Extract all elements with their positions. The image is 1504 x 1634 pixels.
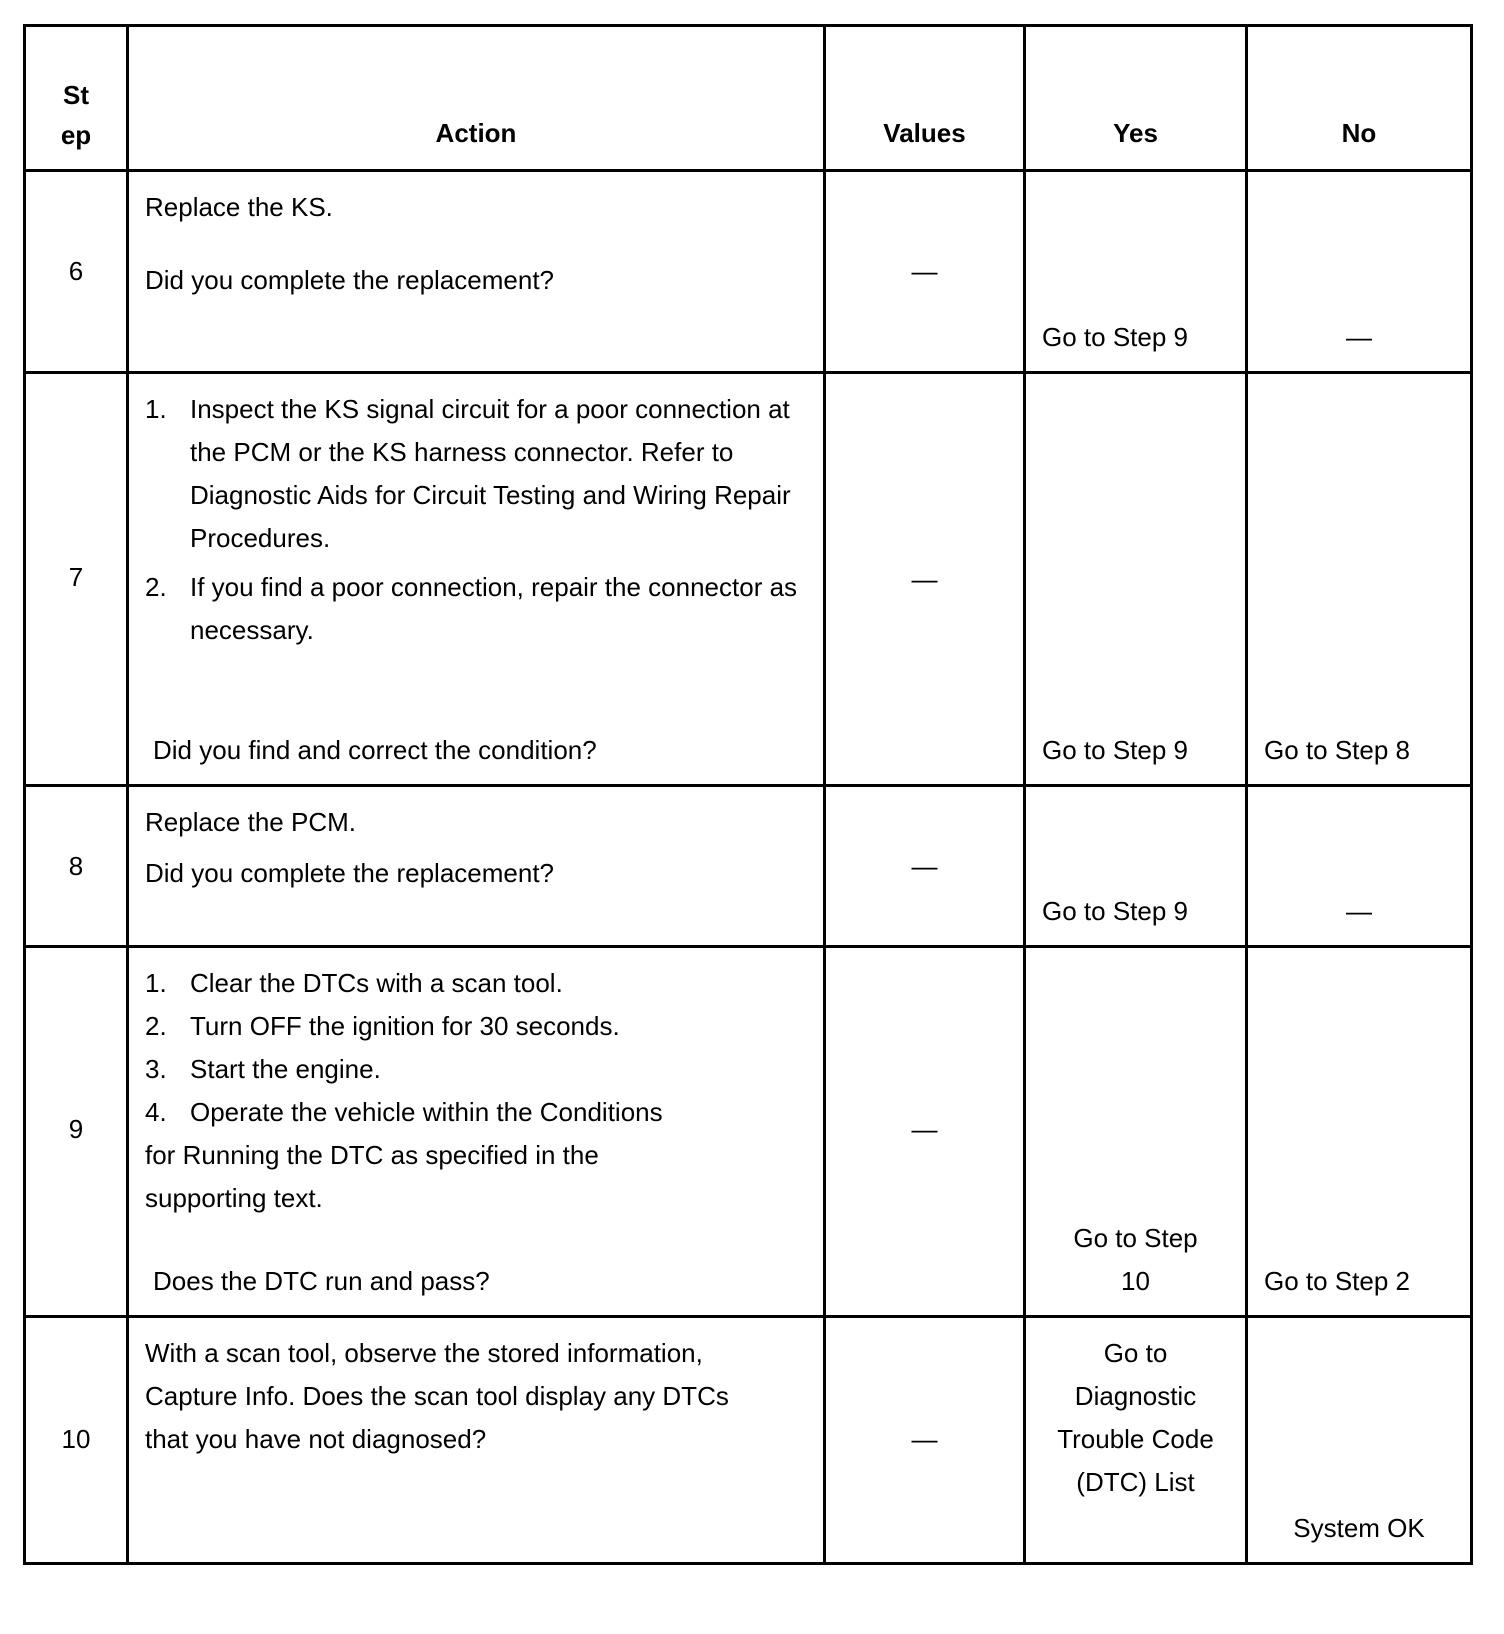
step-cell — [25, 1317, 128, 1564]
yes-cell — [1025, 171, 1247, 373]
action-question: Did you complete the replacement? — [145, 858, 555, 888]
step-number: 8 — [68, 851, 84, 881]
header-no — [1247, 26, 1472, 171]
action-text: Replace the PCM. — [145, 807, 356, 837]
values-cell — [825, 1317, 1025, 1564]
no-cell — [1247, 171, 1472, 373]
yes-text: Go to Step 9 — [1042, 896, 1188, 926]
header-yes-label: Yes — [1113, 118, 1158, 148]
header-step — [25, 26, 128, 171]
list-item — [145, 1005, 805, 1048]
header-action — [128, 26, 825, 171]
list-item-text: Turn OFF the ignition for 30 seconds. — [190, 1011, 620, 1041]
table-row — [25, 171, 1472, 373]
step-number: 7 — [68, 562, 84, 592]
values-cell — [825, 373, 1025, 786]
yes-cell — [1025, 1317, 1247, 1564]
values-text: — — [911, 851, 938, 881]
action-cell — [128, 1317, 825, 1564]
list-item-number: 1. — [145, 968, 167, 998]
list-item-number: 3. — [145, 1054, 167, 1084]
yes-text: Go to Step 9 — [1042, 322, 1188, 352]
yes-text: Go to Diagnostic Trouble Code (DTC) List — [1057, 1338, 1214, 1497]
action-text: With a scan tool, observe the stored information, Capture Info. Does the scan tool display any DTCs that you have not diagnosed? — [145, 1338, 729, 1454]
table-row — [25, 1317, 1472, 1564]
yes-text: Go to Step 10 — [1073, 1223, 1198, 1296]
list-item-number: 1. — [145, 394, 167, 424]
values-cell — [825, 947, 1025, 1317]
no-cell — [1247, 786, 1472, 947]
step-cell — [25, 373, 128, 786]
values-cell — [825, 171, 1025, 373]
list-item — [145, 1091, 805, 1134]
step-cell — [25, 171, 128, 373]
header-no-label: No — [1341, 118, 1377, 148]
values-text: — — [911, 564, 938, 594]
no-text: Go to Step 2 — [1264, 1266, 1410, 1296]
table-row — [25, 373, 1472, 786]
action-cell — [128, 947, 825, 1317]
yes-text: Go to Step 9 — [1042, 735, 1188, 765]
yes-cell — [1025, 373, 1247, 786]
list-item-text: Start the engine. — [190, 1054, 381, 1084]
no-text: — — [1346, 896, 1372, 926]
action-cell — [128, 171, 825, 373]
table-row — [25, 947, 1472, 1317]
list-item-number: 4. — [145, 1097, 167, 1127]
no-cell — [1247, 947, 1472, 1317]
header-row — [25, 26, 1472, 171]
action-cell — [128, 786, 825, 947]
list-item — [145, 962, 805, 1005]
step-number: 10 — [61, 1424, 91, 1454]
table-row — [25, 786, 1472, 947]
step-number: 6 — [68, 256, 84, 286]
no-cell — [1247, 1317, 1472, 1564]
list-item-text: If you find a poor connection, repair the connector as necessary. — [190, 572, 798, 645]
no-text: Go to Step 8 — [1264, 735, 1410, 765]
step-cell — [25, 786, 128, 947]
step-number: 9 — [68, 1114, 84, 1144]
step-cell — [25, 947, 128, 1317]
header-step-line2: ep — [60, 120, 92, 150]
header-step-line1: St — [63, 80, 89, 110]
action-question: Does the DTC run and pass? — [153, 1266, 490, 1296]
action-cell — [128, 373, 825, 786]
header-action-label: Action — [435, 118, 517, 148]
values-text: — — [911, 1114, 938, 1144]
list-item-text: Clear the DTCs with a scan tool. — [190, 968, 563, 998]
no-text: System OK — [1293, 1513, 1425, 1543]
values-text: — — [911, 1424, 938, 1454]
list-item — [145, 1048, 805, 1091]
list-item-number: 2. — [145, 572, 167, 602]
list-item-text: Inspect the KS signal circuit for a poor connection at the PCM or the KS harness connector. Refer to Diagnostic Aids for Circuit Testing and Wiring Repair Procedures. — [190, 394, 791, 553]
list-item — [145, 388, 805, 560]
yes-cell — [1025, 786, 1247, 947]
list-item-text: Operate the vehicle within the Conditions — [190, 1097, 663, 1127]
yes-cell — [1025, 947, 1247, 1317]
header-yes — [1025, 26, 1247, 171]
header-values-label: Values — [883, 118, 966, 148]
action-question: Did you complete the replacement? — [145, 265, 555, 295]
header-values — [825, 26, 1025, 171]
no-cell — [1247, 373, 1472, 786]
values-cell — [825, 786, 1025, 947]
action-continuation: for Running the DTC as specified in the supporting text. — [145, 1140, 599, 1213]
no-text: — — [1346, 322, 1372, 352]
values-text: — — [911, 256, 938, 286]
action-text: Replace the KS. — [145, 192, 333, 222]
list-item — [145, 566, 805, 652]
action-question: Did you find and correct the condition? — [153, 735, 597, 765]
list-item-number: 2. — [145, 1011, 167, 1041]
diagnostic-table — [23, 24, 1473, 1565]
